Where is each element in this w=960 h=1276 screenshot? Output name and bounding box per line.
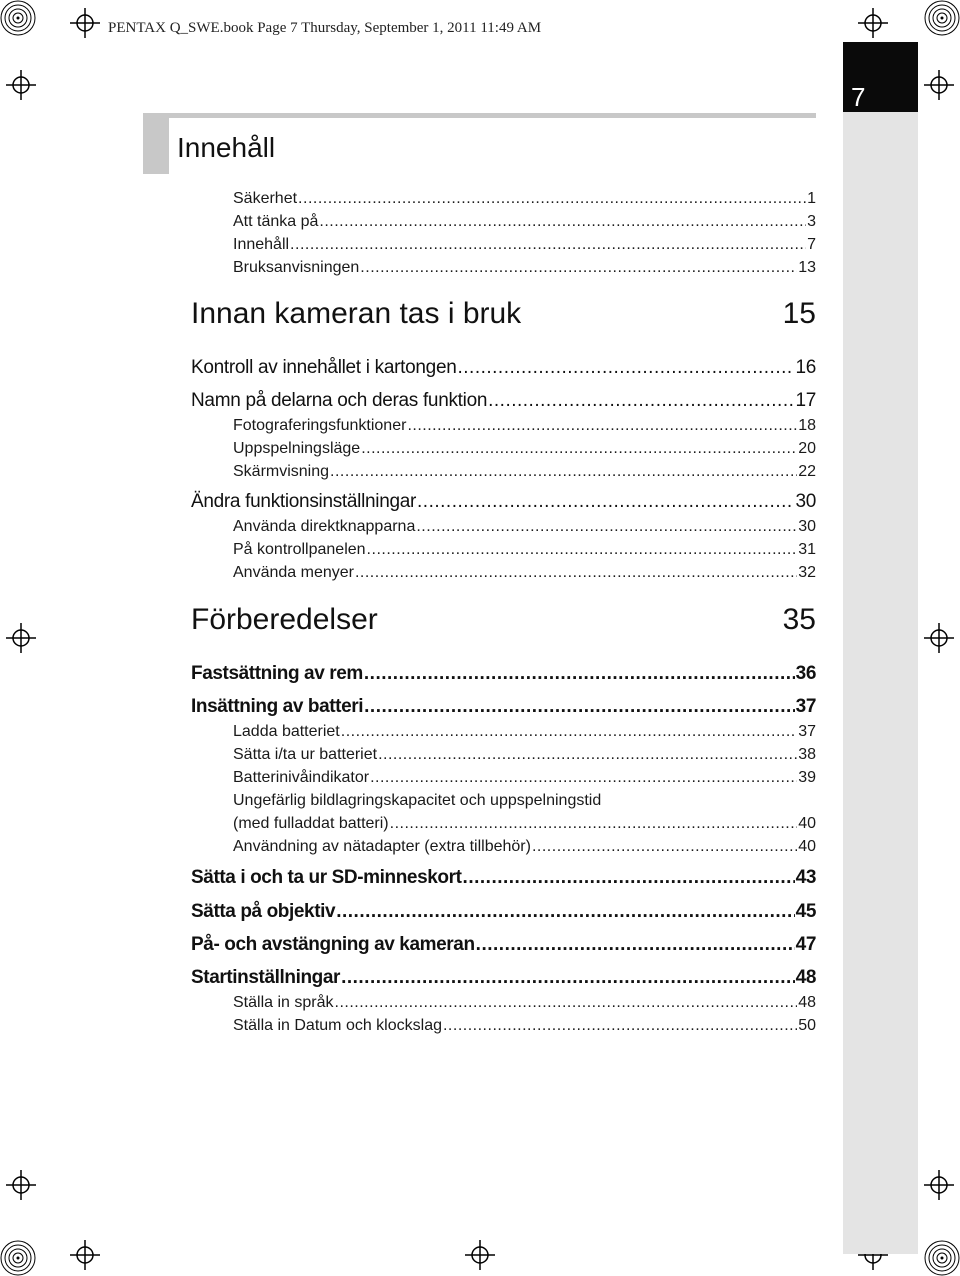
title-accent-block (143, 113, 169, 174)
toc-entry[interactable] (233, 815, 816, 833)
toc-entry-page: 20 (798, 440, 816, 457)
toc-entry[interactable] (233, 463, 816, 481)
toc-entry[interactable] (191, 663, 816, 685)
toc-entry[interactable] (191, 390, 816, 412)
toc-entry-label: Innehåll (233, 236, 290, 253)
toc-entry-label: Fastsättning av rem (191, 663, 363, 684)
dot-leader (367, 541, 798, 559)
section-page: 15 (782, 297, 816, 330)
section-title: Innan kameran tas i bruk (191, 297, 522, 330)
toc-entry[interactable] (233, 746, 816, 764)
concentric-disc-mark (924, 1240, 960, 1276)
section-page: 35 (782, 603, 816, 636)
toc-entry[interactable] (233, 723, 816, 741)
toc-entry-label: Namn på delarna och deras funktion (191, 390, 488, 411)
toc-entry-label: Bruksanvisningen (233, 259, 360, 276)
toc-entry[interactable] (233, 541, 816, 559)
dot-leader (290, 236, 806, 254)
dot-leader (335, 994, 798, 1012)
toc-entry-label: Sätta på objektiv (191, 901, 336, 922)
toc-entry-label: Batterinivåindikator (233, 769, 370, 786)
toc-entry[interactable] (233, 259, 816, 277)
section-2-entries (191, 663, 816, 1043)
toc-entry-page: 30 (795, 491, 816, 512)
toc-entry-label: Ställa in Datum och klockslag (233, 1017, 442, 1034)
dot-leader (355, 564, 797, 582)
toc-entry[interactable] (191, 357, 816, 379)
front-matter-list (233, 190, 816, 280)
crosshair-registration-mark (6, 70, 36, 100)
dot-leader (476, 934, 795, 956)
crosshair-registration-mark (924, 1170, 954, 1200)
toc-entry-label: (med fulladdat batteri) (233, 815, 389, 832)
dot-leader (361, 440, 797, 458)
toc-entry-page: 31 (798, 541, 816, 558)
crosshair-registration-mark (924, 70, 954, 100)
dot-leader (370, 769, 797, 787)
toc-entry-page: 45 (795, 901, 816, 922)
toc-entry-page: 22 (798, 463, 816, 480)
toc-entry-page: 32 (798, 564, 816, 581)
toc-entry[interactable] (233, 417, 816, 435)
concentric-disc-mark (924, 0, 960, 36)
dot-leader (298, 190, 806, 208)
dot-leader (341, 723, 797, 741)
dot-leader (443, 1017, 797, 1035)
toc-entry[interactable] (191, 491, 816, 513)
crosshair-registration-mark (6, 623, 36, 653)
toc-entry-label: Sätta i/ta ur batteriet (233, 746, 378, 763)
toc-entry-label: Använda menyer (233, 564, 354, 581)
toc-entry-label: Startinställningar (191, 967, 341, 988)
toc-entry[interactable] (191, 867, 816, 889)
dot-leader (378, 746, 797, 764)
toc-entry-page: 17 (795, 390, 816, 411)
page-title: Innehåll (177, 132, 276, 163)
toc-entry-page: 48 (795, 967, 816, 988)
toc-entry[interactable] (191, 901, 816, 923)
title-bar (143, 113, 816, 174)
toc-entry[interactable] (233, 769, 816, 787)
print-header: PENTAX Q_SWE.book Page 7 Thursday, September 1, 2011 11:49 AM (108, 20, 542, 36)
crosshair-registration-mark (858, 8, 888, 38)
toc-entry-page: 50 (798, 1017, 816, 1034)
toc-entry-label: Sätta i och ta ur SD-minneskort (191, 867, 462, 888)
toc-entry-page: 1 (807, 190, 816, 207)
toc-entry[interactable] (233, 190, 816, 208)
toc-entry[interactable] (233, 564, 816, 582)
toc-entry-label: Ändra funktionsinställningar (191, 491, 417, 512)
toc-entry-label: På- och avstängning av kameran (191, 934, 475, 955)
dot-leader (417, 491, 794, 513)
toc-entry-page: 3 (807, 213, 816, 230)
section-1-entries (191, 357, 816, 597)
toc-entry[interactable] (233, 838, 816, 856)
toc-entry-page: 7 (807, 236, 816, 253)
page-number: 7 (851, 82, 866, 112)
dot-leader (532, 838, 797, 856)
concentric-disc-mark (0, 1240, 36, 1276)
crosshair-registration-mark (70, 8, 100, 38)
toc-entry-page: 18 (798, 417, 816, 434)
dot-leader (364, 696, 795, 718)
dot-leader (330, 463, 797, 481)
toc-entry[interactable] (233, 1017, 816, 1035)
page-number-tab (843, 42, 918, 112)
toc-entry-page: 30 (798, 518, 816, 535)
toc-entry-page: 38 (798, 746, 816, 763)
toc-entry-page: 43 (795, 867, 816, 888)
toc-entry-label: Användning av nätadapter (extra tillbehör) (233, 838, 531, 855)
toc-entry-page: 40 (798, 838, 816, 855)
section-title: Förberedelser (191, 603, 378, 636)
side-thumb-band (843, 42, 918, 1254)
dot-leader (360, 259, 797, 277)
toc-entry[interactable] (191, 967, 816, 989)
dot-leader (488, 390, 794, 412)
toc-entry-page: 40 (798, 815, 816, 832)
dot-leader (457, 357, 794, 379)
toc-entry[interactable] (233, 236, 816, 254)
crosshair-registration-mark (70, 1240, 100, 1270)
concentric-disc-mark (0, 0, 36, 36)
section-heading[interactable] (191, 297, 816, 331)
toc-entry[interactable] (233, 792, 816, 810)
dot-leader (463, 867, 795, 889)
dot-leader (390, 815, 798, 833)
crosshair-registration-mark (924, 623, 954, 653)
toc-entry-label: Insättning av batteri (191, 696, 364, 717)
toc-entry-label: Säkerhet (233, 190, 298, 207)
dot-leader (407, 417, 797, 435)
toc-entry[interactable] (233, 440, 816, 458)
toc-entry-label: Att tänka på (233, 213, 319, 230)
toc-entry-page: 36 (795, 663, 816, 684)
toc-entry-page: 37 (795, 696, 816, 717)
toc-entry-label: Ungefärlig bildlagringskapacitet och uppspelningstid (233, 792, 602, 809)
toc-entry[interactable] (233, 994, 816, 1012)
toc-entry[interactable] (233, 518, 816, 536)
toc-entry-label: Använda direktknapparna (233, 518, 416, 535)
toc-entry-label: Skärmvisning (233, 463, 330, 480)
toc-entry-page: 37 (798, 723, 816, 740)
toc-entry-page: 39 (798, 769, 816, 786)
toc-entry-label: Fotograferingsfunktioner (233, 417, 407, 434)
toc-entry-label: Uppspelningsläge (233, 440, 361, 457)
toc-entry-page: 16 (795, 357, 816, 378)
toc-entry-label: Ställa in språk (233, 994, 334, 1011)
toc-entry[interactable] (191, 934, 816, 956)
dot-leader (364, 663, 795, 685)
toc-entry[interactable] (191, 696, 816, 718)
dot-leader (336, 901, 794, 923)
section-heading[interactable] (191, 603, 816, 637)
crosshair-registration-mark (465, 1240, 495, 1270)
toc-entry-label: Ladda batteriet (233, 723, 340, 740)
dot-leader (341, 967, 795, 989)
toc-entry-label: Kontroll av innehållet i kartongen (191, 357, 457, 378)
dot-leader (319, 213, 806, 231)
dot-leader (416, 518, 797, 536)
toc-entry[interactable] (233, 213, 816, 231)
toc-entry-page: 48 (798, 994, 816, 1011)
toc-entry-label: På kontrollpanelen (233, 541, 366, 558)
crosshair-registration-mark (6, 1170, 36, 1200)
toc-entry-page: 13 (798, 259, 816, 276)
toc-entry-page: 47 (795, 934, 816, 955)
